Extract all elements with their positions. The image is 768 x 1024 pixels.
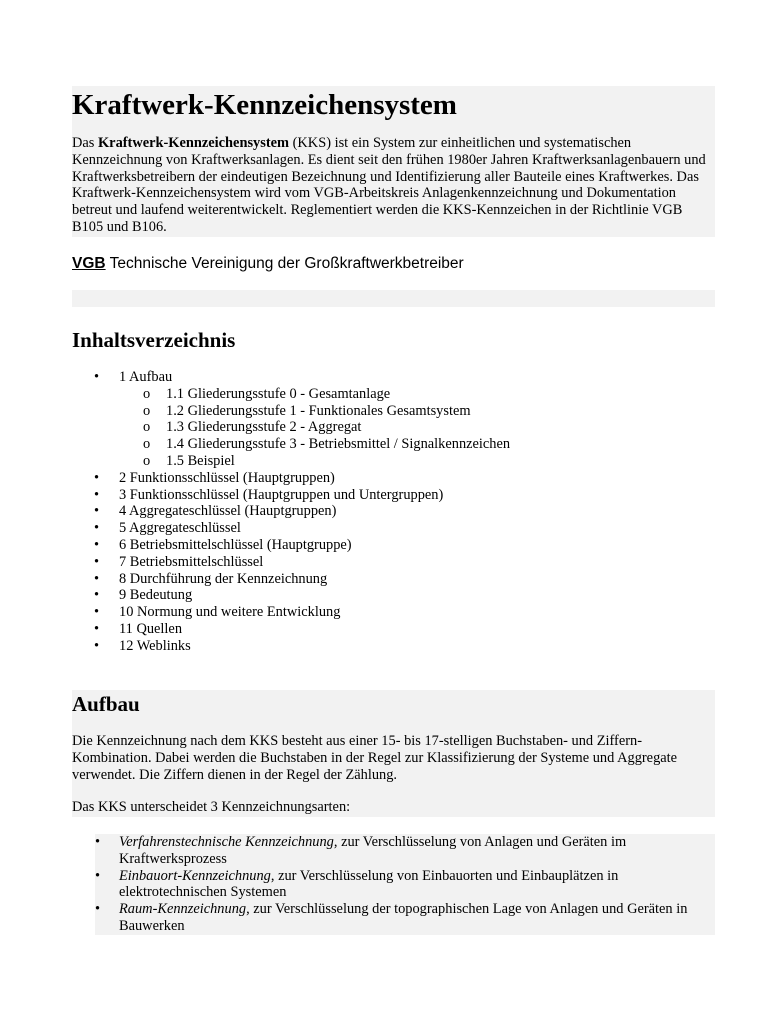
- toc-item-label[interactable]: 12 Weblinks: [119, 637, 191, 654]
- intro-prefix: Das: [72, 135, 98, 151]
- toc-item-label[interactable]: 8 Durchführung der Kennzeichnung: [119, 570, 328, 587]
- toc-item-label[interactable]: 1.1 Gliederungsstufe 0 - Gesamtanlage: [166, 385, 391, 402]
- toc-item-label[interactable]: 1.2 Gliederungsstufe 1 - Funktionales Gesamtsystem: [166, 402, 471, 419]
- aufbau-heading: Aufbau: [72, 692, 140, 716]
- kinds-list: [95, 834, 715, 935]
- aufbau-paragraph-2: Das KKS unterscheidet 3 Kennzeichnungsarten:: [72, 799, 351, 816]
- disc-bullet-icon: •: [94, 536, 100, 553]
- toc-item-label[interactable]: 9 Bedeutung: [119, 587, 193, 604]
- disc-bullet-icon: •: [94, 553, 100, 570]
- disc-bullet-icon: •: [94, 570, 100, 587]
- toc-item-label[interactable]: 3 Funktionsschlüssel (Hauptgruppen und Untergruppen): [119, 486, 444, 503]
- kind-description: , zur Verschlüsselung von Anlagen und Geräten im Kraftwerksprozess: [119, 834, 627, 867]
- kind-item: [95, 868, 715, 902]
- toc-item-label[interactable]: 7 Betriebsmittelschlüssel: [119, 553, 264, 570]
- toc-item[interactable]: [72, 554, 715, 571]
- intro-rest: (KKS) ist ein System zur einheitlichen und systematischen Kennzeichnung von Kraftwerksanlagen. Es dient seit den frühen 1980er Jahren Kraftwerksanlagenbauern und Kraftwerksbetreibern der eindeutigen Bezeichnung und Identifizierung aller Bauteile eines Kraftwerkes. Das Kraftwerk-Kennzeichensystem wird vom VGB-Arbeitskreis Anlagenkennzeichnung und Dokumentation betreut und laufend weiterentwickelt. Reglementiert werden die KKS-Kennzeichen in der Richtlinie VGB B105 und B106.: [72, 135, 706, 235]
- disc-bullet-icon: •: [94, 486, 100, 503]
- aufbau-section: [72, 690, 715, 817]
- disc-bullet-icon: •: [94, 620, 100, 637]
- page-title: Kraftwerk-Kennzeichensystem: [72, 89, 457, 121]
- circle-bullet-icon: o: [143, 385, 151, 402]
- toc-item-label[interactable]: 11 Quellen: [119, 620, 183, 637]
- toc-item-label[interactable]: 1.5 Beispiel: [166, 452, 235, 469]
- circle-bullet-icon: o: [143, 436, 151, 453]
- toc-item-label[interactable]: 1.4 Gliederungsstufe 3 - Betriebsmittel / Signalkennzeichen: [166, 436, 511, 453]
- toc-item-label[interactable]: 1.3 Gliederungsstufe 2 - Aggregat: [166, 419, 362, 436]
- circle-bullet-icon: o: [143, 452, 151, 469]
- kind-item: [95, 901, 715, 935]
- vgb-note: [72, 254, 715, 274]
- toc-item[interactable]: [72, 520, 715, 537]
- toc-item-label[interactable]: 1 Aufbau: [119, 369, 173, 385]
- circle-bullet-icon: o: [143, 402, 151, 419]
- toc-item[interactable]: [72, 436, 715, 453]
- vgb-abbr-link[interactable]: VGB: [72, 255, 106, 272]
- toc-item[interactable]: [72, 587, 715, 604]
- disc-bullet-icon: •: [94, 503, 100, 520]
- disc-bullet-icon: •: [94, 369, 100, 385]
- aufbau-paragraph-1: Die Kennzeichnung nach dem KKS besteht aus einer 15- bis 17-stelligen Buchstaben- und Ziffern-Kombination. Dabei werden die Buchstaben in der Regel zur Klassifizierung der Systeme und Aggregate verwendet. Die Ziffern dienen in der Regel der Zählung.: [72, 733, 678, 783]
- toc-list: [72, 369, 715, 655]
- toc-item[interactable]: [72, 537, 715, 554]
- toc-item[interactable]: [72, 419, 715, 436]
- circle-bullet-icon: o: [143, 419, 151, 436]
- toc-item[interactable]: [72, 453, 715, 470]
- toc-item-label[interactable]: 10 Normung und weitere Entwicklung: [119, 604, 341, 621]
- kind-description: , zur Verschlüsselung der topographischen Lage von Anlagen und Geräten in Bauwerken: [119, 901, 688, 934]
- toc-item[interactable]: [72, 503, 715, 520]
- disc-bullet-icon: •: [94, 604, 100, 621]
- toc-item-label[interactable]: 5 Aggregateschlüssel: [119, 520, 241, 537]
- toc-item[interactable]: [72, 621, 715, 638]
- disc-bullet-icon: •: [94, 469, 100, 486]
- kind-term: Einbauort-Kennzeichnung: [119, 867, 271, 884]
- toc-item-label[interactable]: 6 Betriebsmittelschlüssel (Hauptgruppe): [119, 536, 352, 553]
- toc-section: [72, 326, 715, 655]
- kind-item: [95, 834, 715, 868]
- intro-bold-term: Kraftwerk-Kennzeichensystem: [97, 135, 290, 151]
- toc-item-label[interactable]: 4 Aggregateschlüssel (Hauptgruppen): [119, 503, 337, 520]
- kind-term: Raum-Kennzeichnung: [119, 901, 247, 918]
- disc-bullet-icon: •: [94, 637, 100, 654]
- divider-bar: [72, 290, 715, 307]
- toc-item-label[interactable]: 2 Funktionsschlüssel (Hauptgruppen): [119, 469, 335, 486]
- toc-item[interactable]: [72, 487, 715, 504]
- intro-paragraph: [72, 135, 715, 236]
- disc-bullet-icon: •: [95, 901, 101, 918]
- kind-term: Verfahrenstechnische Kennzeichnung: [119, 834, 334, 850]
- kinds-section: [95, 834, 715, 935]
- toc-item[interactable]: [72, 369, 715, 386]
- disc-bullet-icon: •: [94, 587, 100, 604]
- toc-item[interactable]: [72, 470, 715, 487]
- kind-description: , zur Verschlüsselung von Einbauorten und Einbauplätzen in elektrotechnischen Systemen: [119, 867, 619, 901]
- intro-section: [72, 86, 715, 237]
- disc-bullet-icon: •: [94, 520, 100, 537]
- disc-bullet-icon: •: [95, 867, 101, 884]
- toc-item[interactable]: [72, 386, 715, 403]
- toc-item[interactable]: [72, 638, 715, 655]
- toc-item[interactable]: [72, 604, 715, 621]
- toc-item[interactable]: [72, 403, 715, 420]
- toc-heading: Inhaltsverzeichnis: [72, 328, 236, 352]
- disc-bullet-icon: •: [95, 834, 101, 850]
- toc-item[interactable]: [72, 571, 715, 588]
- vgb-full-name: Technische Vereinigung der Großkraftwerkbetreiber: [105, 255, 464, 272]
